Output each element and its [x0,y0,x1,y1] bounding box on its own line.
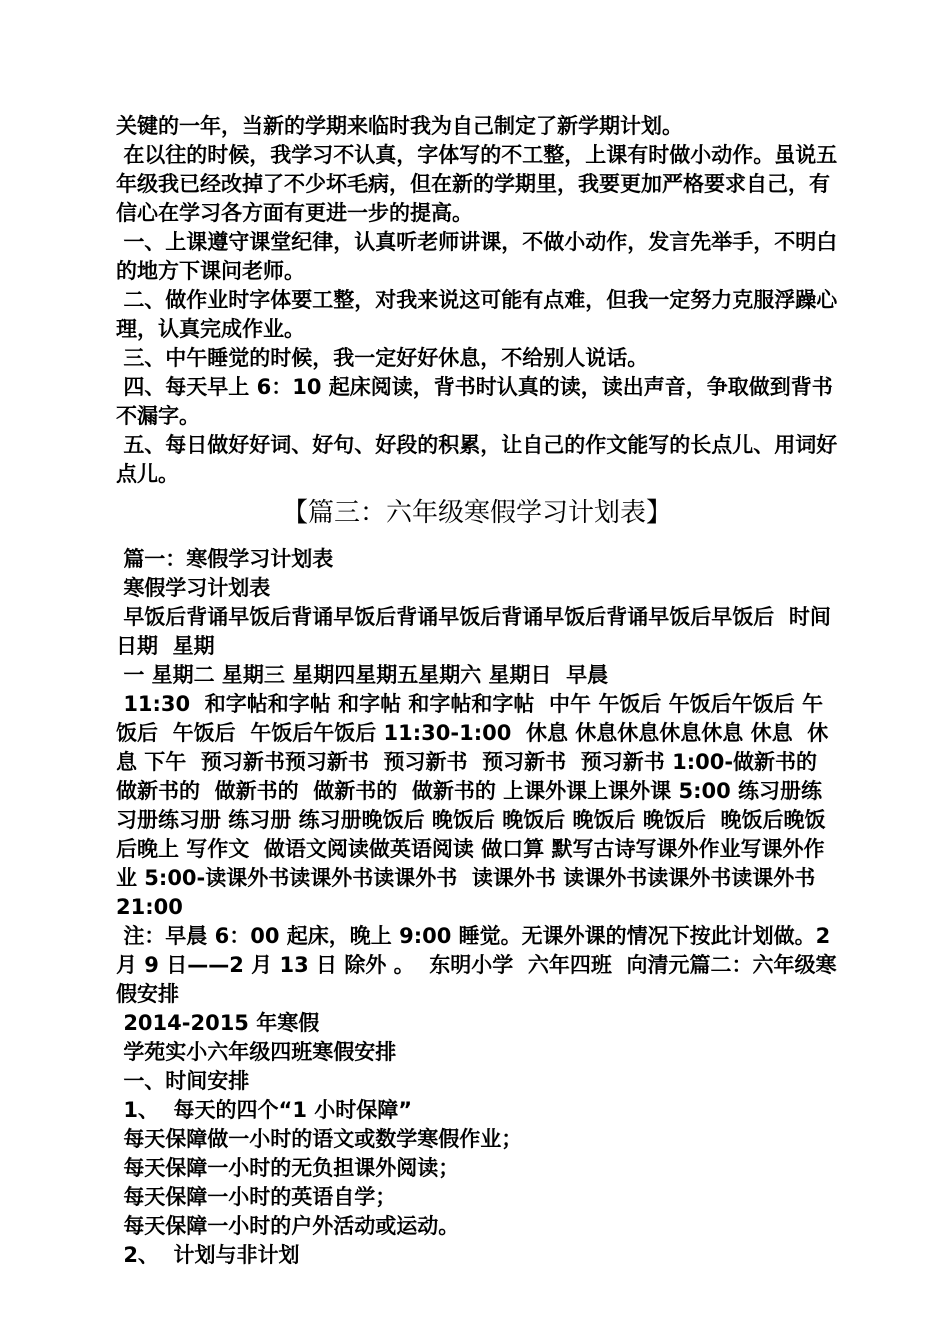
paragraph: 每天保障一小时的无负担课外阅读； [116,1156,460,1180]
paragraph: 一、上课遵守课堂纪律，认真听老师讲课，不做小动作，发言先举手，不明白的地方下课问老师。 [116,230,838,283]
document-body [116,112,838,1270]
paragraph: 四、每天早上 6：10 起床阅读，背书时认真的读，读出声音，争取做到背书不漏字。 [116,375,833,428]
paragraph: 二、做作业时字体要工整，对我来说这可能有点难，但我一定努力克服浮躁心理，认真完成作业。 [116,288,838,341]
paragraph: 注：早晨 6：00 起床，晚上 9:00 睡觉。无课外课的情况下按此计划做。2 月 9 日——2 月 13 日 除外 。 东明小学 六年四班 向清元篇二：六年级寒假安排 [116,924,838,1006]
paragraph: 2014-2015 年寒假 [116,1011,320,1035]
paragraph: 寒假学习计划表 [116,576,271,600]
paragraph: 11:30 和字帖和字帖 和字帖 和字帖和字帖 中午 午饭后 午饭后午饭后 午饭后 午饭后 午饭后午饭后 11:30-1:00 休息 休息休息休息休息 休息 休息 下午 预习新书预习新书 预习新书 预习新书 预习新书 1:00-做新书的 做新书的 做新书的 做新书的 做新书的 上课外课上课外课 5:00 练习册练习册练习册 练习册 练习册晚饭后 晚饭后 晚饭后 晚饭后 晚饭后 晚饭后晚饭后晚上 写作文 做语文阅读做英语阅读 做口算 默写古诗写课外作业写课外作业 5:00-读课外书读课外书读课外书 读课外书 读课外书读课外书读课外书 21:00 [116,692,832,919]
paragraph: 每天保障一小时的户外活动或运动。 [116,1214,460,1238]
paragraph: 五、每日做好好词、好句、好段的积累，让自己的作文能写的长点儿、用词好点儿。 [116,433,838,486]
paragraph: 2、 计划与非计划 [116,1243,300,1267]
paragraph: 三、中午睡觉的时候，我一定好好休息，不给别人说话。 [116,346,649,370]
paragraph: 每天保障一小时的英语自学； [116,1185,397,1209]
paragraph: 学苑实小六年级四班寒假安排 [116,1040,397,1064]
section-heading: 【篇三：六年级寒假学习计划表】 [281,498,672,528]
paragraph: 早饭后背诵早饭后背诵早饭后背诵早饭后背诵早饭后背诵早饭后早饭后 时间 日期 星期 [116,605,839,658]
paragraph: 一 星期二 星期三 星期四星期五星期六 星期日 早晨 [116,663,609,687]
paragraph: 篇一：寒假学习计划表 [116,547,334,571]
paragraph: 1、 每天的四个“1 小时保障” [116,1098,413,1122]
paragraph: 一、时间安排 [116,1069,250,1093]
paragraph: 在以往的时候，我学习不认真，字体写的不工整，上课有时做小动作。虽说五年级我已经改掉了不少坏毛病，但在新的学期里，我要更加严格要求自己，有信心在学习各方面有更进一步的提高。 [116,143,838,225]
paragraph: 每天保障做一小时的语文或数学寒假作业； [116,1127,523,1151]
paragraph: 关键的一年，当新的学期来临时我为自己制定了新学期计划。 [116,114,683,138]
